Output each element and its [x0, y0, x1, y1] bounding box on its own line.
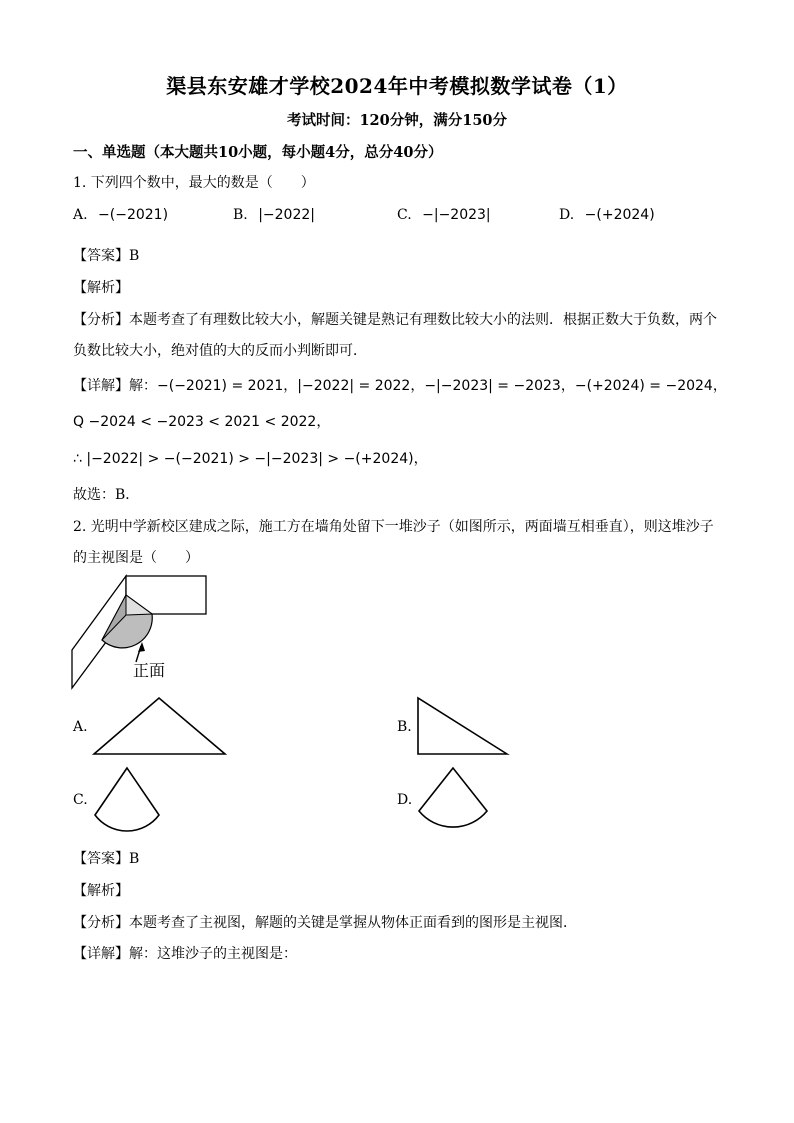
q1-option-a-label: A. — [73, 207, 88, 223]
q1-option-d-label: D. — [559, 207, 575, 223]
front-view-label: 正面 — [133, 661, 166, 680]
q2-option-a-shape — [93, 696, 226, 756]
q1-option-d-expr: −(+2024) — [584, 207, 655, 223]
exam-subtitle: 考试时间：120分钟，满分150分 — [286, 112, 508, 129]
q1-option-b-expr: |−2022| — [258, 207, 315, 223]
q1-analysis-line1: 【分析】本题考查了有理数比较大小，解题关键是熟记有理数比较大小的法则．根据正数大于负数，两个 — [73, 312, 717, 328]
q2-option-b-shape — [417, 696, 509, 756]
q1-option-b-label: B. — [233, 207, 248, 223]
q2-option-a-label: A. — [73, 719, 88, 735]
q1-option-c-expr: −|−2023| — [422, 207, 491, 223]
q1-analysis-line2: 负数比较大小，绝对值的大的反而小判断即可． — [73, 343, 367, 359]
q2-stem-line1: 2. 光明中学新校区建成之际，施工方在墙角处留下一堆沙子（如图所示，两面墙互相垂直），则这堆沙子 — [73, 519, 714, 535]
q2-analysis: 【分析】本题考查了主视图，解题的关键是掌握从物体正面看到的图形是主视图． — [73, 915, 577, 931]
q1-answer: 【答案】B — [73, 248, 140, 264]
q2-answer: 【答案】B — [73, 851, 140, 867]
q1-option-a-expr: −(−2021) — [98, 207, 169, 223]
q1-choice: 故选：B． — [73, 487, 140, 503]
q1-option-c — [397, 207, 491, 223]
q1-option-b — [233, 207, 315, 223]
q1-option-c-label: C. — [397, 207, 412, 223]
q1-analysis-head: 【解析】 — [73, 280, 129, 296]
q2-option-c-label: C. — [73, 792, 88, 808]
q1-option-d — [559, 207, 655, 223]
q1-option-a — [73, 207, 168, 223]
q2-detail: 【详解】解：这堆沙子的主视图是： — [73, 946, 297, 962]
q1-detail-line1: 【详解】解：−(−2021) = 2021，|−2022| = 2022，−|−2023| = −2023，−(+2024) = −2024， — [73, 378, 727, 394]
q2-option-c-shape — [92, 766, 162, 832]
q2-stem-line2: 的主视图是（ ） — [73, 550, 199, 566]
q2-option-d-label: D. — [397, 792, 413, 808]
section-heading: 一、单选题（本大题共10小题，每小题4分，总分40分） — [73, 144, 443, 161]
q1-stem: 1. 下列四个数中，最大的数是（ ） — [73, 175, 315, 191]
q2-option-d-shape — [416, 766, 490, 834]
exam-title: 渠县东安雄才学校2024年中考模拟数学试卷（1） — [166, 74, 628, 98]
q1-detail-line3: ∴ |−2022| > −(−2021) > −|−2023| > −(+2024)， — [73, 451, 428, 467]
q2-analysis-head: 【解析】 — [73, 883, 129, 899]
q2-option-b-label: B. — [397, 719, 412, 735]
q1-detail-line2: Q −2024 < −2023 < 2021 < 2022， — [73, 414, 331, 430]
